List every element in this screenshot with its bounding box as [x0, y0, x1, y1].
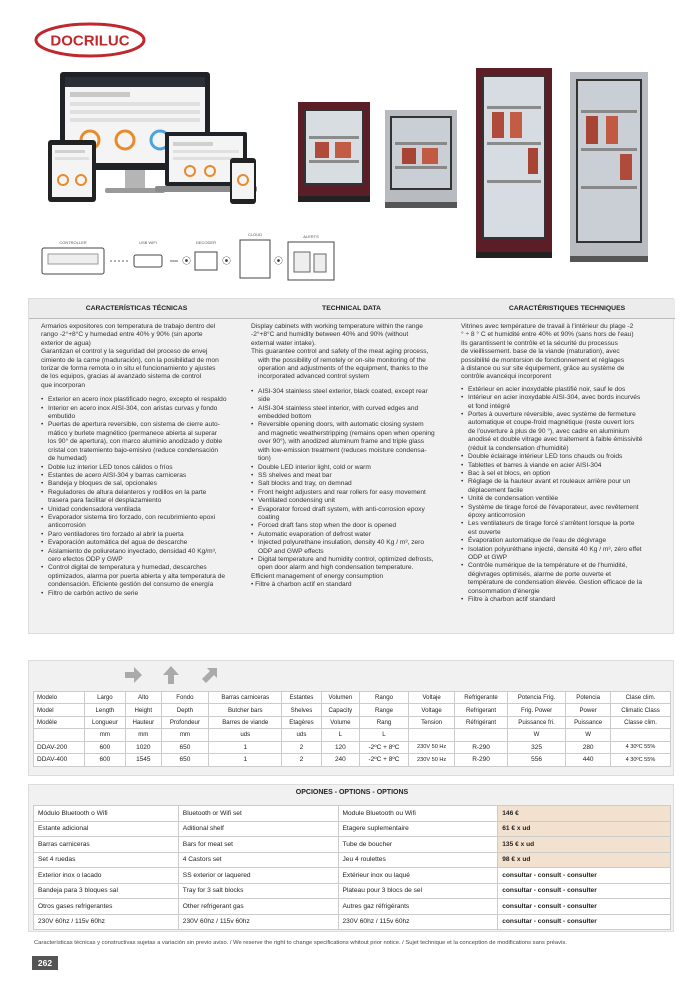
option-price: 61 € x ud	[498, 821, 671, 837]
small-cabinet-stainless	[385, 110, 457, 208]
option-row	[34, 806, 671, 822]
spec-item: • Automatic evaporation of defrost water	[251, 531, 455, 539]
option-label: Tray for 3 salt blocks	[178, 883, 338, 899]
spec-item: • Front height adjusters and rear rollers for easy movement	[251, 489, 455, 497]
svg-text:⦿: ⦿	[182, 256, 192, 266]
option-row	[34, 914, 671, 930]
spec-item: de humedad)	[48, 455, 87, 463]
dimensions-header-cell: Etagères	[282, 716, 321, 728]
spec-heading-fr: CARACTÉRISTIQUES TECHNIQUES	[459, 299, 675, 319]
spec-item: embutido	[48, 413, 76, 421]
dimensions-header-cell: Volumen	[321, 692, 359, 704]
spec-item: • Evaporación automática del agua de descarche	[41, 539, 241, 547]
spec-column-en	[251, 323, 455, 590]
dimensions-header-cell	[455, 729, 508, 741]
table-cell: 600	[84, 754, 125, 767]
dimensions-header-cell: Puissance fri.	[507, 716, 565, 728]
table-cell: 230V 50 Hz	[408, 754, 454, 767]
option-label: Extérieur inox ou laqué	[338, 868, 498, 884]
dimensions-header-cell: Voltage	[408, 704, 454, 716]
table-cell: 325	[507, 741, 565, 754]
option-label: Otros gases refrigerantes	[34, 899, 179, 915]
spec-item: • Double éclairage intérieur LED tons chauds ou froids	[461, 453, 669, 461]
dimensions-header-cell: W	[507, 729, 565, 741]
dimensions-header-row	[34, 729, 671, 741]
option-row	[34, 821, 671, 837]
spec-item: mático y burlete magnético (permanece abierta al superar	[48, 429, 217, 437]
spec-item: • Système de tirage forcé de l'évaporateur, avec revêtement	[461, 504, 669, 512]
spec-list-fr	[461, 386, 669, 605]
spec-column-es	[41, 323, 241, 598]
spec-item: • Control digital de temperatura y humedad, descarches	[41, 564, 241, 572]
dimensions-header-cell: Refrigerant	[455, 704, 508, 716]
dimensions-header-cell: Longueur	[84, 716, 125, 728]
spec-item: • Filtre à charbon actif standard	[461, 596, 669, 604]
table-cell: 650	[161, 754, 209, 767]
spec-intro-es	[41, 323, 241, 390]
spec-intro-line: incorporated advanced control system	[258, 373, 370, 381]
dimensions-header-cell: mm	[161, 729, 209, 741]
option-row	[34, 899, 671, 915]
option-label: Tube de boucher	[338, 837, 498, 853]
spec-intro-line: Display cabinets with working temperature within the range	[251, 323, 423, 330]
option-label: Bars for meat set	[178, 837, 338, 853]
svg-text:ALERTS: ALERTS	[303, 234, 319, 239]
dimensions-header-cell: Alto	[126, 692, 162, 704]
table-cell: 1020	[126, 741, 162, 754]
spec-item: over 90°), with anodized aluminum frame and triple glass	[258, 438, 425, 446]
spec-intro-line: rango -2°+8°C y humedad entre 40% y 90% (sin aporte	[41, 331, 203, 339]
connectivity-diagram	[42, 232, 334, 280]
spec-intro-line: de los equipos, gracias al avanzado sistema de control	[41, 373, 202, 381]
spec-item: with low-emission treatment (reduces moisture condensa-	[258, 446, 427, 454]
spec-intro-en	[251, 323, 455, 382]
table-cell: 4 30ºC 55%	[611, 741, 671, 754]
spec-intro-line: Ils garantissent le contrôle et la sécurité du processus	[461, 339, 618, 347]
tablet-illustration	[48, 140, 96, 202]
dimensions-header-cell: Puissance	[566, 716, 611, 728]
dimensions-header-cell: Volume	[321, 716, 359, 728]
dimensions-header-cell: Model	[34, 704, 85, 716]
spec-item: • Bandeja y bloques de sal, opcionales	[41, 480, 241, 488]
dimensions-header-cell: Potencia	[566, 692, 611, 704]
option-label: Exterior inox o lacado	[34, 868, 179, 884]
dimensions-header-row	[34, 704, 671, 716]
brand-logo	[34, 22, 146, 58]
table-cell: DDAV-200	[34, 741, 85, 754]
table-cell: 600	[84, 741, 125, 754]
spec-item: tion)	[258, 455, 271, 463]
option-price: 135 € x ud	[498, 837, 671, 853]
spec-item: • Forced draft fans stop when the door is opened	[251, 522, 455, 530]
dimensions-header-cell: Potencia Frig.	[507, 692, 565, 704]
dimensions-header-cell: Butcher bars	[209, 704, 282, 716]
spec-intro-line: ° ÷ 8 ° C et humidité entre 40% et 90% (sans hors de l'eau)	[461, 331, 634, 339]
spec-heading-es: CARACTERÍSTICAS TÉCNICAS	[29, 299, 244, 319]
table-cell: 1545	[126, 754, 162, 767]
dimensions-header-cell: L	[321, 729, 359, 741]
option-row	[34, 868, 671, 884]
dimensions-header-cell: Barras carniceras	[209, 692, 282, 704]
option-row	[34, 883, 671, 899]
table-cell: 4 30ºC 55%	[611, 754, 671, 767]
option-price: 98 € x ud	[498, 852, 671, 868]
dimensions-header-cell: L	[360, 729, 409, 741]
table-row	[34, 741, 671, 754]
option-label: 230V 60hz / 115v 60hz	[338, 914, 498, 930]
spec-intro-line: external water intake).	[251, 339, 316, 347]
spec-item: • Réglage de la hauteur avant et rouleaux arrière pour un	[461, 478, 669, 486]
spec-item: • Isolation polyuréthane injecté, densité 40 Kg / m³, zéro effet	[461, 546, 669, 554]
arrow-up-icon	[161, 665, 181, 685]
spec-item: • Filtre à charbon actif en standard	[251, 581, 352, 589]
option-label: Plateau pour 3 blocs de sel	[338, 883, 498, 899]
spec-item: époxy anticorrosion	[468, 511, 526, 519]
spec-item: • Filtro de carbón activo de serie	[41, 590, 241, 598]
spec-item: • Aislamiento de poliuretano inyectado, densidad 40 Kg/m³,	[41, 548, 241, 556]
table-cell: 280	[566, 741, 611, 754]
spec-item: • AISI-304 stainless steel exterior, black coated, except rear	[251, 388, 455, 396]
spec-item: (réduit la condensation d'humidité)	[468, 444, 569, 452]
spec-intro-line: -2°+8°C and humidity between 40% and 90% (without	[251, 331, 409, 339]
spec-intro-line: contrôle avancéqui incorporent	[461, 373, 552, 381]
spec-intro-line: This guarantee control and safety of the meat aging process,	[251, 348, 429, 356]
page-number: 262	[32, 956, 58, 970]
option-label: Estante adicional	[34, 821, 179, 837]
spec-item: trasera para facilitar el desplazamiento	[48, 497, 162, 505]
dimensions-header-cell: Length	[84, 704, 125, 716]
option-label: 4 Castors set	[178, 852, 338, 868]
svg-text:DECODER: DECODER	[195, 240, 217, 245]
spec-item: side	[258, 396, 271, 404]
spec-item: dégivrages optimisés, alarme de porte ouverte et	[468, 570, 611, 578]
options-title: OPCIONES - OPTIONS - OPTIONS	[295, 789, 409, 796]
spec-item: • SS shelves and meat bar	[251, 472, 455, 480]
spec-item: open door alarm and high condensation temperature.	[258, 564, 414, 572]
spec-intro-line: cimiento de la carne (maduración), con la posibilidad de mon	[41, 356, 219, 364]
spec-item: • Les ventilateurs de tirage forcé s'arrêtent lorsque la porte	[461, 520, 669, 528]
option-consult: consultar - consult - consulter	[498, 883, 671, 899]
spec-list-en	[251, 388, 455, 590]
dimensions-header-cell: Rango	[360, 692, 409, 704]
dimensions-header-cell: Range	[360, 704, 409, 716]
option-label: Module Bluetooth ou Wifi	[338, 806, 498, 822]
dimensions-table	[33, 691, 671, 767]
spec-item: cero efectos ODP y GWP	[48, 555, 123, 563]
svg-text:⦿: ⦿	[274, 256, 284, 266]
spec-item: • Unité de condensation ventilée	[461, 495, 669, 503]
phone-illustration	[230, 158, 256, 204]
disclaimer: Características técnicas y constructivas sujetas a variación sin previo aviso. / We reserve the right to change specifications whitout prior notice. / Sujet technique et la conception de modifications sans préavis.	[34, 940, 567, 946]
spec-item: est ouverte	[468, 528, 501, 536]
dimensions-header-cell: Shelves	[282, 704, 321, 716]
small-cabinet-burgundy	[298, 102, 370, 202]
spec-list-es	[41, 396, 241, 598]
table-cell: 2	[282, 754, 321, 767]
technical-specs-section	[28, 298, 674, 634]
spec-item: • Injected polyurethane insulation, density 40 Kg / m³, zero	[251, 539, 455, 547]
spec-intro-line: de vieillissement. base de la viande (maturation), avec	[461, 348, 620, 356]
svg-text:USB WIFI: USB WIFI	[139, 240, 157, 245]
dimensions-header-cell: Tension	[408, 716, 454, 728]
spec-item: • Doble luz interior LED tonos cálidos o fríos	[41, 464, 241, 472]
svg-text:⦿: ⦿	[222, 256, 232, 266]
spec-intro-line: que incorporan	[41, 381, 85, 389]
spec-intro-line: Garantizan el control y la seguridad del proceso de envej	[41, 348, 208, 356]
dimensions-header-cell: Depth	[161, 704, 209, 716]
tall-cabinet-burgundy	[476, 68, 552, 258]
spec-intro-line: operation and adjustments of the equipment, thanks to the	[258, 365, 429, 373]
table-cell: 1	[209, 754, 282, 767]
spec-item: • Évaporation automatique de l'eau de dégivrage	[461, 537, 669, 545]
spec-item: déplacement facile	[468, 486, 523, 494]
spec-item: • Evaporator forced draft system, with anti-corrosion epoxy	[251, 506, 455, 514]
dimensions-header-cell: mm	[84, 729, 125, 741]
spec-item: cristal con tratemiento bajo-emisivo (reduce condensación	[48, 446, 219, 454]
dimensions-header-cell: Height	[126, 704, 162, 716]
option-label: Autres gaz réfrigérants	[338, 899, 498, 915]
spec-item: automatique et coupe-froid magnétique (reste ouvert lors	[468, 419, 635, 427]
table-cell: -2ºC + 8ºC	[360, 741, 409, 754]
spec-item: and magnetic weatherstripping (remains open when opening	[258, 429, 435, 437]
dimensions-header-cell: uds	[282, 729, 321, 741]
product-hero-image	[30, 62, 670, 292]
spec-item: • Exterior en acero inox plastificado negro, excepto el respaldo	[41, 396, 241, 404]
table-cell: 240	[321, 754, 359, 767]
spec-column-fr	[461, 323, 669, 604]
dimensions-header-cell: Classe clim.	[611, 716, 671, 728]
dimensions-header-cell	[611, 729, 671, 741]
option-row	[34, 852, 671, 868]
dimensions-header-cell: Power	[566, 704, 611, 716]
options-table	[33, 805, 671, 930]
table-cell: 2	[282, 741, 321, 754]
spec-item: • AISI-304 stainless steel interior, with curved edges and	[251, 405, 455, 413]
spec-item: • Reversible opening doors, with automatic closing system	[251, 421, 455, 429]
dimensions-header-cell: Capacity	[321, 704, 359, 716]
dimensions-header-cell: Barres de viande	[209, 716, 282, 728]
spec-intro-line: Vitrines avec température de travail à l'intérieur du plage -2	[461, 323, 634, 330]
dimensions-header-cell: Hauteur	[126, 716, 162, 728]
spec-item: • Paro ventiladores tiro forzado al abrir la puerta	[41, 531, 241, 539]
option-label: SS exterior or laquered	[178, 868, 338, 884]
spec-item: condensación. Eficiente gestión del consumo de energía	[48, 581, 214, 589]
tall-cabinet-stainless	[570, 72, 648, 262]
spec-item: • Digital temperature and humidity control, optimized defrosts,	[251, 556, 455, 564]
option-label: Aditional shelf	[178, 821, 338, 837]
option-label: 230V 60hz / 115v 60hz	[178, 914, 338, 930]
options-section	[28, 784, 674, 932]
svg-text:CLOUD: CLOUD	[247, 232, 263, 237]
spec-intro-line: possibilité de montorsion de fonctionnement et réglages	[461, 356, 625, 364]
spec-item: température de condensation élevée. Gestion efficace de la	[468, 579, 642, 587]
spec-item: • Evaporador sistema tiro forzado, con recubrimiento epoxi	[41, 514, 241, 522]
dimensions-header-cell: Rang	[360, 716, 409, 728]
spec-item: de l'ouverture à plus de 90 °), avec cadre en aluminium	[468, 427, 630, 435]
table-cell: 440	[566, 754, 611, 767]
dimensions-header-cell: Fondo	[161, 692, 209, 704]
option-consult: consultar - consult - consulter	[498, 868, 671, 884]
dimensions-header-row	[34, 716, 671, 728]
option-label: Etagere suplementaire	[338, 821, 498, 837]
dimensions-header-cell: W	[566, 729, 611, 741]
spec-item: • Tablettes et barres à viande en acier AISI-304	[461, 462, 669, 470]
dimensions-header-cell: Profondeur	[161, 716, 209, 728]
dimensions-header-cell: Climatic Class	[611, 704, 671, 716]
dimensions-header-cell	[408, 729, 454, 741]
spec-item: ODP and GWP effects	[258, 547, 324, 555]
option-row	[34, 837, 671, 853]
spec-intro-line: à distance ou sur site équipement, grâce au système de	[461, 365, 625, 373]
spec-intro-line: torizar de forma remota o in situ el funcionamiento y ajustes	[41, 365, 216, 373]
dimensions-header-row	[34, 692, 671, 704]
option-label: Set 4 ruedas	[34, 852, 179, 868]
spec-intro-line: with the possibility of remotely or on-site monitoring of the	[258, 356, 426, 364]
dimensions-header-cell: Réfrigérant	[455, 716, 508, 728]
spec-item: optimizados, alarma por puerta abierta y alta temperatura de	[48, 572, 226, 580]
dimensions-header-cell: Modelo	[34, 692, 85, 704]
spec-item: ODP et GWP	[468, 553, 508, 561]
table-cell: 120	[321, 741, 359, 754]
table-cell: 556	[507, 754, 565, 767]
dimensions-header-cell: uds	[209, 729, 282, 741]
option-label: Jeu 4 roulettes	[338, 852, 498, 868]
dimensions-header-cell: Modèle	[34, 716, 85, 728]
dimensions-header-cell: Refrigerante	[455, 692, 508, 704]
spec-item: embedded bottom	[258, 413, 312, 421]
spec-item: • Contrôle numérique de la température et de l'humidité,	[461, 562, 669, 570]
dimensions-header-cell: Clase clim.	[611, 692, 671, 704]
svg-text:CONTROLLER: CONTROLLER	[59, 240, 87, 245]
table-cell: 230V 50 Hz	[408, 741, 454, 754]
spec-item: • Interior en acero inox AISI-304, con aristas curvas y fondo	[41, 405, 241, 413]
spec-item: • Reguladores de altura delanteros y rodillos en la parte	[41, 489, 241, 497]
svg-text:DOCRILUC: DOCRILUC	[50, 32, 130, 50]
spec-item: Efficient management of energy consumption	[251, 572, 384, 580]
table-cell: 1	[209, 741, 282, 754]
table-cell: DDAV-400	[34, 754, 85, 767]
spec-item: • Portes à ouverture réversible, avec système de fermeture	[461, 411, 669, 419]
option-label: Bandeja para 3 bloques sal	[34, 883, 179, 899]
spec-item: • Salt blocks and tray, on demnad	[251, 480, 455, 488]
spec-item: los 90° de apertura), con marco aluminio anodizado y doble	[48, 438, 223, 446]
spec-item: consommation d'énergie	[468, 587, 540, 595]
dimensions-header-cell: Estantes	[282, 692, 321, 704]
table-cell: R-290	[455, 754, 508, 767]
option-label: Barras carniceras	[34, 837, 179, 853]
spec-item: anticorrosión	[48, 522, 86, 530]
spec-intro-fr	[461, 323, 669, 382]
spec-item: anodisé et double vitrage avec traitement à faible émissivité	[468, 436, 643, 444]
dimensions-header-cell: Largo	[84, 692, 125, 704]
option-price: 146 €	[498, 806, 671, 822]
spec-heading-en: TECHNICAL DATA	[244, 299, 459, 319]
spec-item: • Estantes de acero AISI-304 y barras carniceras	[41, 472, 241, 480]
spec-item: • Puertas de apertura reversible, con sistema de cierre auto-	[41, 421, 241, 429]
option-consult: consultar - consult - consulter	[498, 914, 671, 930]
option-label: Módulo Bluetooth o Wifi	[34, 806, 179, 822]
table-cell: -2ºC + 8ºC	[360, 754, 409, 767]
dimensions-header-cell	[34, 729, 85, 741]
spec-item: • Bac à sel et blocs, en option	[461, 470, 669, 478]
spec-item: • Ventilated condensing unit	[251, 497, 455, 505]
dimensions-header-cell: Voltaje	[408, 692, 454, 704]
table-cell: R-290	[455, 741, 508, 754]
dimensions-table-section	[28, 660, 674, 776]
spec-item: • Extérieur en acier inoxydable plastifié noir, sauf le dos	[461, 386, 669, 394]
spec-item: • Double LED interior light, cold or warm	[251, 464, 455, 472]
option-label: 230V 60hz / 115v 60hz	[34, 914, 179, 930]
spec-item: et fond intégré	[468, 402, 511, 410]
table-row	[34, 754, 671, 767]
dimensions-header-cell: Frig. Power	[507, 704, 565, 716]
spec-intro-line: Armarios expositores con temperatura de trabajo dentro del	[41, 323, 216, 330]
option-label: Bluetooth or Wifi set	[178, 806, 338, 822]
arrow-right-icon	[123, 665, 143, 685]
spec-item: • Intérieur en acier inoxydable AISI-304, avec bords incurvés	[461, 394, 669, 402]
table-cell: 650	[161, 741, 209, 754]
option-label: Other refrigerant gas	[178, 899, 338, 915]
spec-item: • Unidad condensadora ventilada	[41, 506, 241, 514]
arrow-diagonal-icon	[199, 665, 219, 685]
spec-intro-line: exterior de agua)	[41, 339, 91, 347]
option-consult: consultar - consult - consulter	[498, 899, 671, 915]
dimensions-header-cell: mm	[126, 729, 162, 741]
spec-item: coating	[258, 513, 280, 521]
